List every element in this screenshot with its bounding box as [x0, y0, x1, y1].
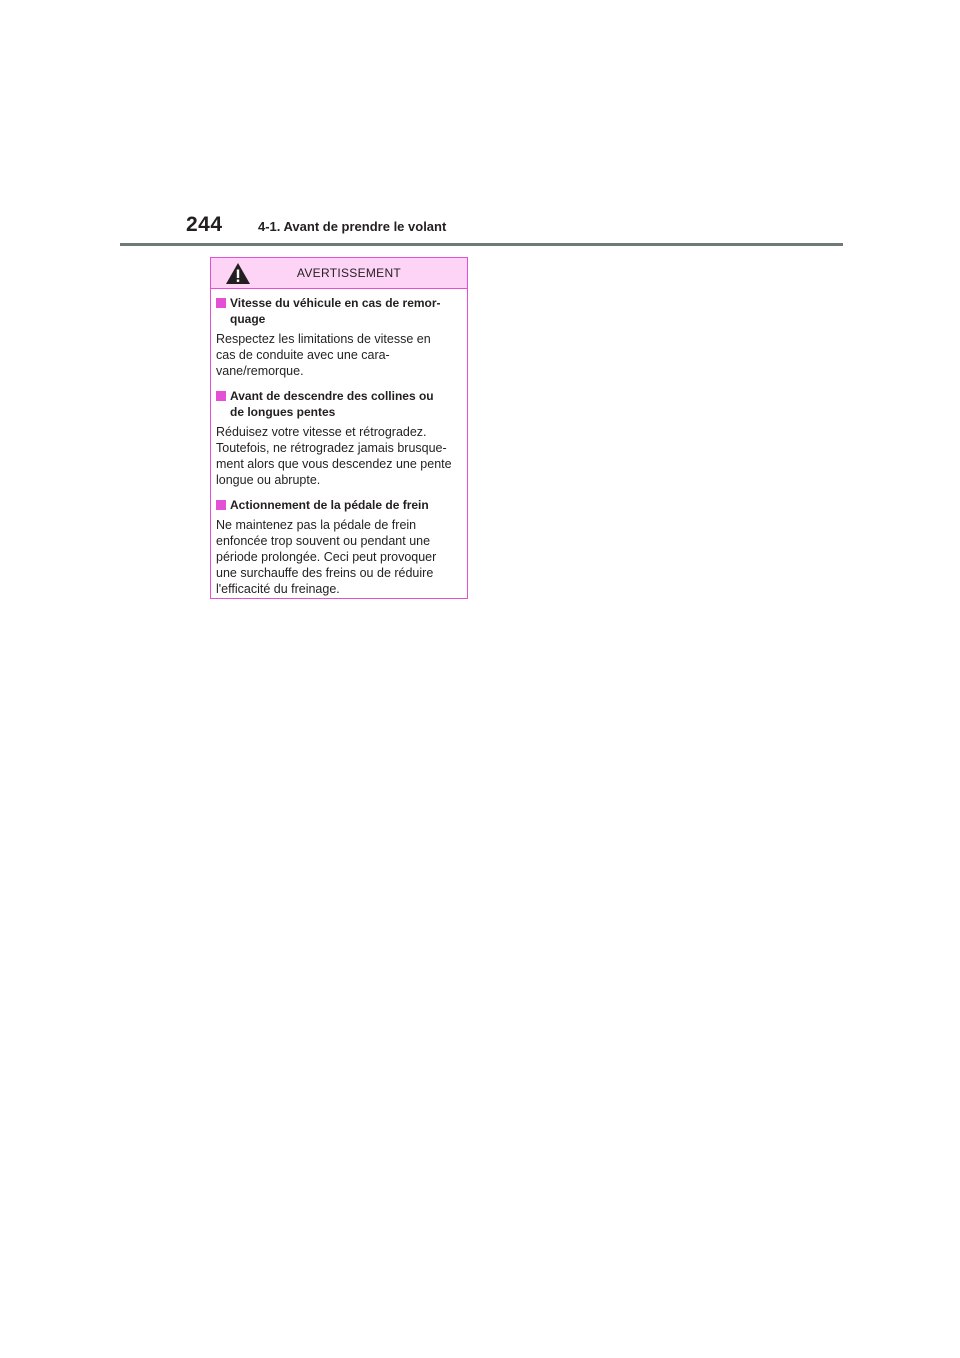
item-heading: [216, 295, 462, 327]
item-text-line: période prolongée. Ceci peut provoquer: [216, 550, 437, 564]
item-text-line: une surchauffe des freins ou de réduire: [216, 566, 434, 580]
item-heading-line: de longues pentes: [230, 405, 336, 419]
item-text-line: Toutefois, ne rétrogradez jamais brusque-: [216, 441, 447, 455]
item-text-line: Réduisez votre vitesse et rétrogradez.: [216, 425, 427, 439]
square-bullet-icon: [216, 500, 226, 510]
item-text-line: Respectez les limitations de vitesse en: [216, 332, 431, 346]
item-text-line: Ne maintenez pas la pédale de frein: [216, 518, 417, 532]
item-text-line: l'efficacité du freinage.: [216, 582, 340, 596]
item-text: [216, 331, 462, 379]
square-bullet-icon: [216, 391, 226, 401]
item-heading-line: Vitesse du véhicule en cas de remor-: [230, 296, 441, 310]
warning-box: [210, 257, 468, 599]
item-heading: [216, 388, 462, 420]
item-text-line: vane/remorque.: [216, 364, 304, 378]
warning-item-downhill: [216, 388, 462, 488]
warning-item-towing-speed: [216, 295, 462, 379]
item-heading-line: Actionnement de la pédale de frein: [230, 498, 429, 512]
item-heading-line: Avant de descendre des collines ou: [230, 389, 434, 403]
warning-header: [211, 258, 467, 289]
warning-title: AVERTISSEMENT: [296, 266, 402, 280]
item-text: [216, 517, 462, 597]
square-bullet-icon: [216, 298, 226, 308]
item-text-line: longue ou abrupte.: [216, 473, 321, 487]
warning-body: [211, 289, 467, 597]
item-text-line: enfoncée trop souvent ou pendant une: [216, 534, 431, 548]
warning-item-brake-pedal: [216, 497, 462, 597]
item-text-line: ment alors que vous descendez une pente: [216, 457, 452, 471]
item-heading-line: quage: [230, 312, 266, 326]
warning-triangle-icon: [225, 262, 251, 285]
header-rule: [120, 243, 843, 246]
section-title: 4-1. Avant de prendre le volant: [258, 219, 447, 234]
item-text-line: cas de conduite avec une cara-: [216, 348, 390, 362]
item-heading: [216, 497, 462, 513]
item-text: [216, 424, 462, 488]
page-number: 244: [186, 213, 223, 236]
